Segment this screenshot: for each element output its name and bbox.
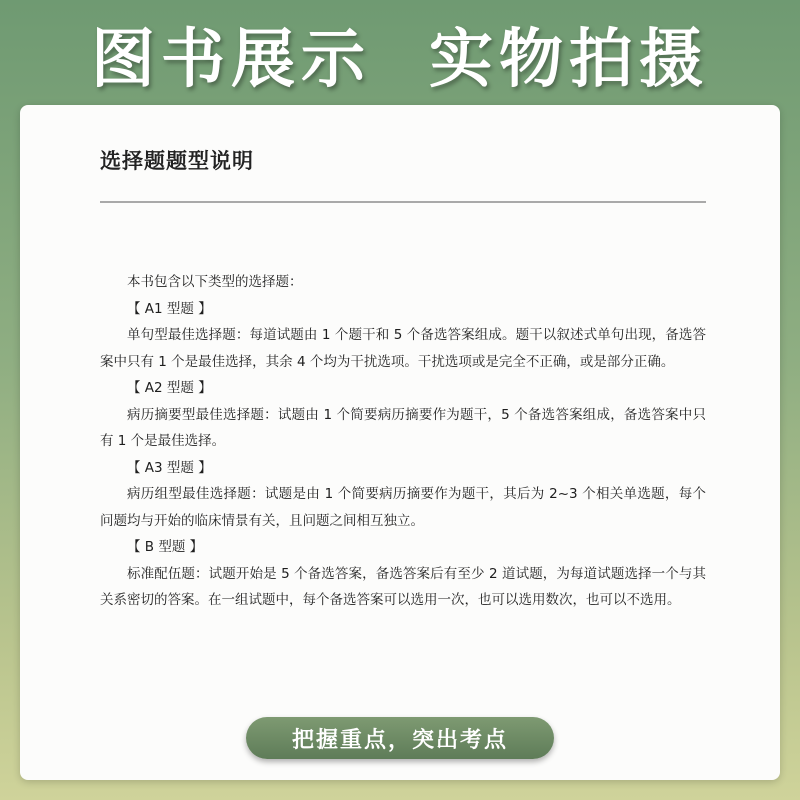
section-tag-b: 【 B 型题 】 — [127, 539, 204, 555]
page-body — [100, 269, 706, 614]
heading-divider — [100, 201, 706, 203]
section-text-a1: 单句型最佳选择题：每道试题由 1 个题干和 5 个备选答案组成。题干以叙述式单句出现，备选答案中只有 1 个是最佳选择，其余 4 个均为干扰选项。干扰选项或是完全不正确，或是部分正确。 — [100, 327, 706, 370]
intro-paragraph: 本书包含以下类型的选择题： — [127, 274, 303, 290]
section-text-a2: 病历摘要型最佳选择题：试题由 1 个简要病历摘要作为题干，5 个备选答案组成，备选答案中只有 1 个是最佳选择。 — [100, 406, 706, 449]
section-tag-a1: 【 A1 型题 】 — [127, 300, 212, 317]
book-page — [20, 105, 780, 780]
section-text-a3: 病历组型最佳选择题：试题是由 1 个简要病历摘要作为题干，其后为 2~3 个相关单选题，每个问题均与开始的临床情景有关，且问题之间相互独立。 — [100, 486, 706, 529]
section-tag-a2: 【 A2 型题 】 — [127, 380, 212, 396]
slogan-badge: 把握重点，突出考点 — [246, 717, 554, 759]
section-tag-a3: 【 A3 型题 】 — [127, 459, 212, 476]
banner-title-left: 图书展示 — [91, 23, 371, 97]
banner-title — [0, 8, 800, 100]
banner-title-right: 实物拍摄 — [429, 23, 709, 97]
page-heading: 选择题题型说明 — [100, 149, 254, 173]
section-text-b: 标准配伍题：试题开始是 5 个备选答案，备选答案后有至少 2 道试题，为每道试题选择一个与其关系密切的答案。在一组试题中，每个备选答案可以选用一次，也可以选用数次，也可以不选用。 — [100, 565, 706, 608]
